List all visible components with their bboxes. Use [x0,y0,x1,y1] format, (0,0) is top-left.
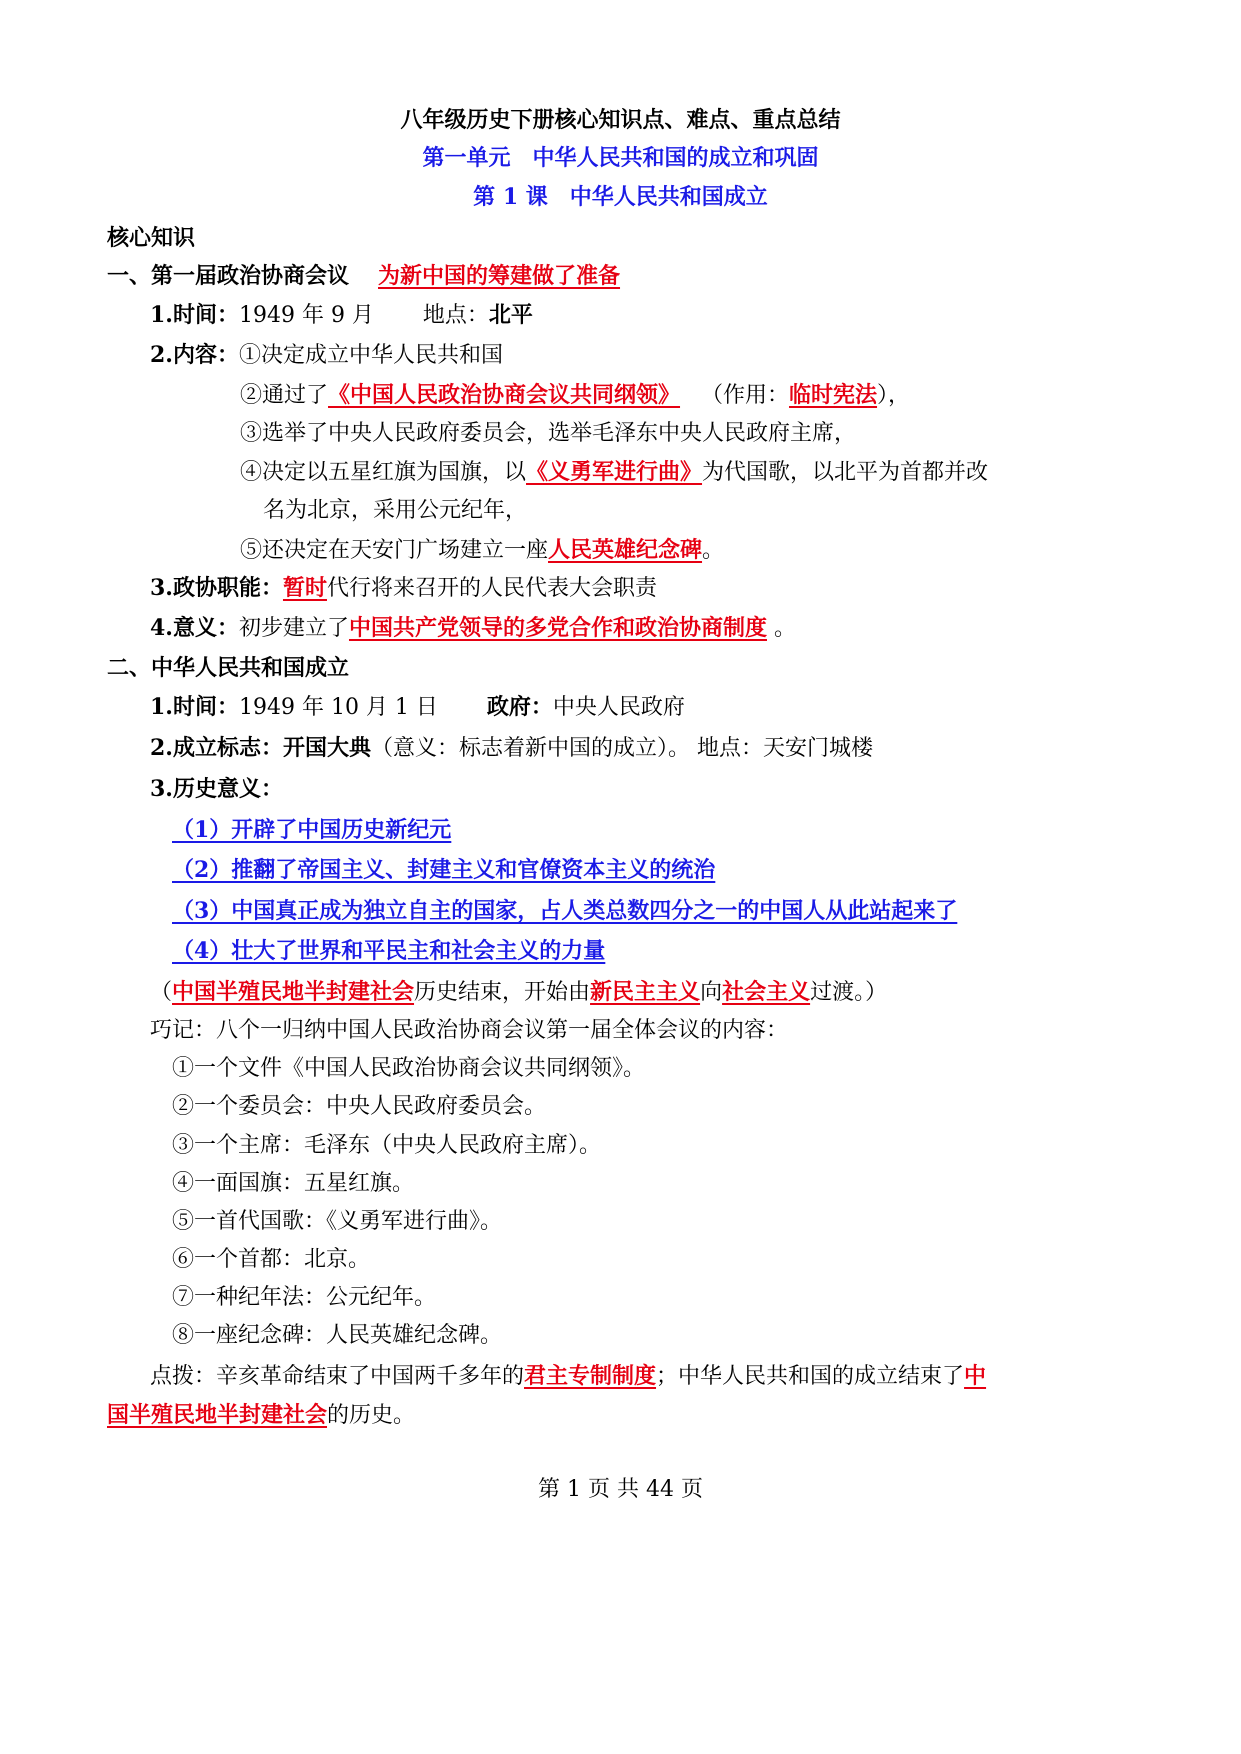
memo-item: ①一个文件《中国人民政治协商会议共同纲领》。 [172,1056,646,1081]
memo-item: ⑤一首代国歌：《义勇军进行曲》。 [172,1209,503,1234]
s1-c5-pre: ⑤还决定在天安门广场建立一座 [240,538,549,563]
s1-content-row [150,340,503,371]
memo-item: ⑧一座纪念碑：人民英雄纪念碑。 [172,1323,503,1348]
s2-note-post: 过渡。） [810,980,888,1005]
s2-meaning-1: （1）开辟了中国历史新纪元 [172,817,452,843]
s2-note-socialism: 社会主义 [722,979,811,1005]
s2-note-mid2: 向 [700,980,723,1005]
s1-function-row [150,573,657,604]
s1-c2-pre: ②通过了 [240,383,329,408]
s1-function-text: 代行将来召开的人民代表大会职责 [326,576,657,601]
s1-c2-constitution: 临时宪法 [789,382,878,408]
memo-item: ⑥一个首都：北京。 [172,1247,371,1272]
tip-monarchy: 君主专制制度 [524,1363,657,1389]
s2-note-newdemocracy: 新民主主义 [590,979,701,1005]
s1-content-4 [240,457,988,488]
s1-content-4-cont: 名为北京，采用公元纪年， [263,498,528,523]
memo-item: ⑦一种纪年法：公元纪年。 [172,1285,437,1310]
s2-mark-ceremony: 开国大典 [282,735,371,761]
s1-content-3: ③选举了中央人民政府委员会，选举毛泽东中央人民政府主席， [240,421,857,446]
s1-c5-post: 。 [702,538,725,563]
s2-mark-row [150,733,873,764]
s2-mark-post: （意义：标志着新中国的成立）。 地点：天安门城楼 [370,736,873,761]
s2-note-society: 中国半殖民地半封建社会 [172,979,415,1005]
section1-title: 一、第一届政治协商会议 [107,263,350,289]
s1-c4-pre: ④决定以五星红旗为国旗，以 [240,460,527,485]
s1-time-row [150,300,533,331]
page-footer: 第 1 页 共 44 页 [538,1477,703,1502]
memo-intro: 巧记：八个一归纳中国人民政治协商会议第一届全体会议的内容： [150,1018,789,1043]
s1-c4-post: 为代国歌，以北平为首都并改 [702,460,989,485]
s1-time-label: 1.时间： [150,302,239,328]
s1-function-temp: 暂时 [282,575,327,601]
s1-function-label: 3.政协职能： [150,575,283,601]
s1-significance-system: 中国共产党领导的多党合作和政治协商制度 [348,615,767,641]
s2-note [150,977,887,1008]
s2-time-value: 1949 年 10 月 1 日 [238,695,438,720]
s2-meaning-4: （4）壮大了世界和平民主和社会主义的力量 [172,938,606,964]
tip-line-2 [107,1400,415,1431]
memo-item: ③一个主席：毛泽东（中央人民政府主席）。 [172,1133,602,1158]
s1-content-1: ①决定成立中华人民共和国 [238,343,503,368]
s1-significance-label: 4.意义： [150,615,239,641]
s2-gov-value: 中央人民政府 [552,695,685,720]
section1-note: 为新中国的筹建做了准备 [378,263,621,289]
section2-heading: 二、中华人民共和国成立 [107,655,350,681]
s1-content-2 [240,380,910,411]
s1-time-value: 1949 年 9 月 [238,303,374,328]
s2-history-label: 3.历史意义： [150,776,283,802]
s1-c2-program: 《中国人民政治协商会议共同纲领》 [328,382,681,408]
unit-title: 第一单元 中华人民共和国的成立和巩固 [422,145,819,171]
s1-c2-post: ）， [877,383,911,408]
s1-content-5 [240,535,724,566]
s1-place-value: 北平 [488,302,533,328]
memo-item: ④一面国旗：五星红旗。 [172,1171,415,1196]
s2-meaning-3: （3）中国真正成为独立自主的国家，占人类总数四分之一的中国人从此站起来了 [172,898,958,924]
tip-pre: 点拨：辛亥革命结束了中国两千多年的 [150,1364,525,1389]
tip-line-1 [150,1361,986,1392]
tip-society-start: 中 [964,1363,987,1389]
s1-place-label: 地点： [422,303,489,328]
s1-significance-pre: 初步建立了 [238,616,349,641]
s2-note-pre: （ [150,980,173,1005]
tip-society-rest: 国半殖民地半封建社会 [107,1402,328,1428]
memo-item: ②一个委员会：中央人民政府委员会。 [172,1094,547,1119]
document-title: 八年级历史下册核心知识点、难点、重点总结 [400,107,841,133]
lesson-title: 第 1 课 中华人民共和国成立 [473,184,768,210]
tip-post: 的历史。 [327,1403,416,1428]
s2-gov-label: 政府： [486,694,553,720]
s1-content-label: 2.内容： [150,342,239,368]
s1-significance-row [150,613,796,644]
s2-meaning-2: （2）推翻了帝国主义、封建主义和官僚资本主义的统治 [172,857,716,883]
s2-mark-label: 2.成立标志： [150,735,283,761]
s1-c4-anthem: 《义勇军进行曲》 [526,459,703,485]
s2-time-row [150,692,685,723]
core-heading: 核心知识 [107,225,196,251]
s2-time-label: 1.时间： [150,694,239,720]
s1-c2-mid: （作用： [701,383,790,408]
s1-c5-monument: 人民英雄纪念碑 [548,537,703,563]
s1-significance-post: 。 [774,616,797,641]
tip-mid: ；中华人民共和国的成立结束了 [656,1364,965,1389]
s2-note-mid1: 历史结束，开始由 [414,980,591,1005]
section1-heading [107,261,620,292]
